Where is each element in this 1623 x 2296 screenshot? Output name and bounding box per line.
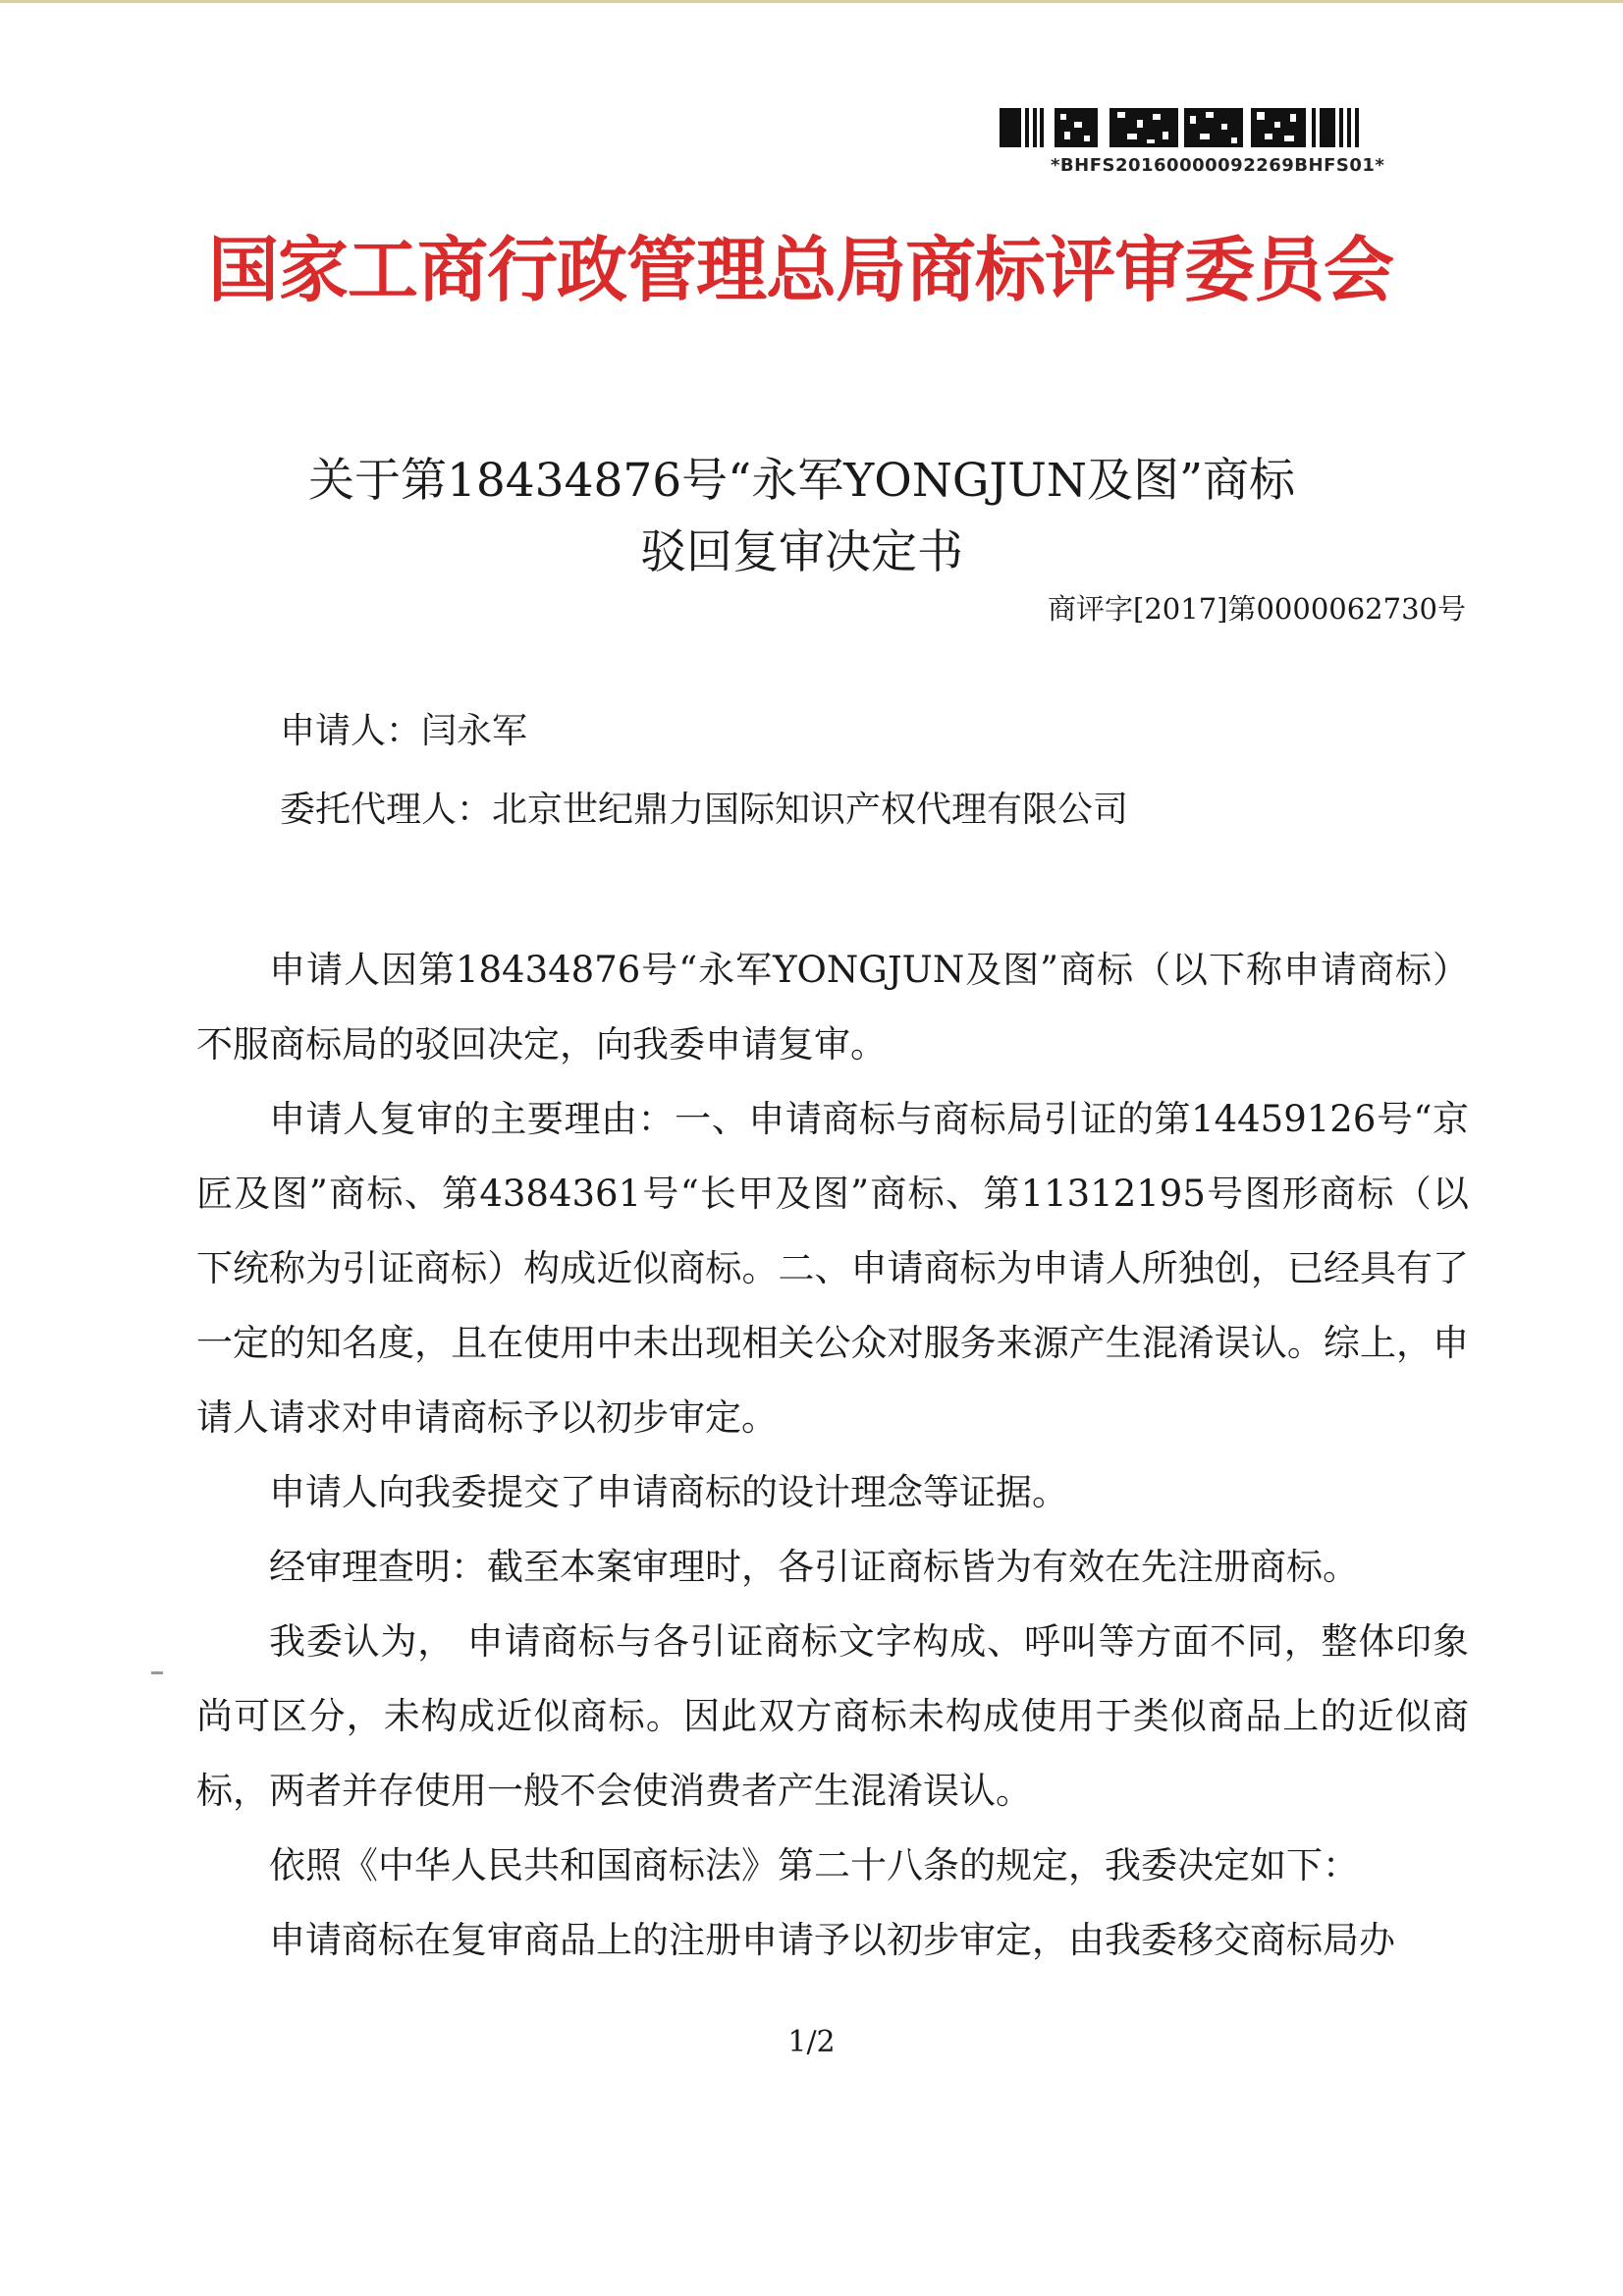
barcode-block [1000,104,1412,176]
paragraph-findings: 经审理查明：截至本案审理时，各引证商标皆为有效在先注册商标。 [269,1546,1359,1588]
paragraph-opinion: 我委认为， 申请商标与各引证商标文字构成、呼叫等方面不同，整体印象尚可区分，未构成近似商标。因此双方商标未构成使用于类似商品上的近似商标，两者并存使用一般不会使消费者产生混淆误认。 [196,1620,1469,1812]
paragraph-background: 申请人因第18434876号“永军YONGJUN及图”商标（以下称申请商标）不服商标局的驳回决定，向我委申请复审。 [196,949,1469,1066]
applicant-line: 申请人：闫永军 [280,711,528,751]
scan-mark [151,1671,163,1674]
scan-edge-line [0,0,1623,3]
page-number: 1/2 [787,2025,836,2059]
paragraph-applicant-reasons: 申请人复审的主要理由：一、申请商标与商标局引证的第14459126号“京匠及图”商标、第4384361号“长甲及图”商标、第11312195号图形商标（以下统称为引证商标）构成近似商标。二、申请商标为申请人所独创，已经具有了一定的知名度，且在使用中未出现相关公众对服务来源产生混淆误认。综上，申请人请求对申请商标予以初步审定。 [196,1098,1469,1439]
agency-letterhead: 国家工商行政管理总局商标评审委员会 [208,229,1394,311]
decision-body [196,933,1469,1978]
paragraph-legal-basis: 依照《中华人民共和国商标法》第二十八条的规定，我委决定如下： [269,1844,1359,1886]
agent-line: 委托代理人：北京世纪鼎力国际知识产权代理有限公司 [280,790,1129,830]
document-title-line-2: 驳回复审决定书 [640,525,963,579]
barcode-number: *BHFS20160000092269BHFS01* [1051,155,1385,176]
barcode-icon [1000,104,1412,151]
document-title-line-1: 关于第18434876号“永军YONGJUN及图”商标 [307,454,1296,508]
paragraph-evidence: 申请人向我委提交了申请商标的设计理念等证据。 [269,1471,1068,1513]
paragraph-decision: 申请商标在复审商品上的注册申请予以初步审定，由我委移交商标局办 [269,1919,1395,1961]
document-number: 商评字[2017]第0000062730号 [1048,592,1466,626]
